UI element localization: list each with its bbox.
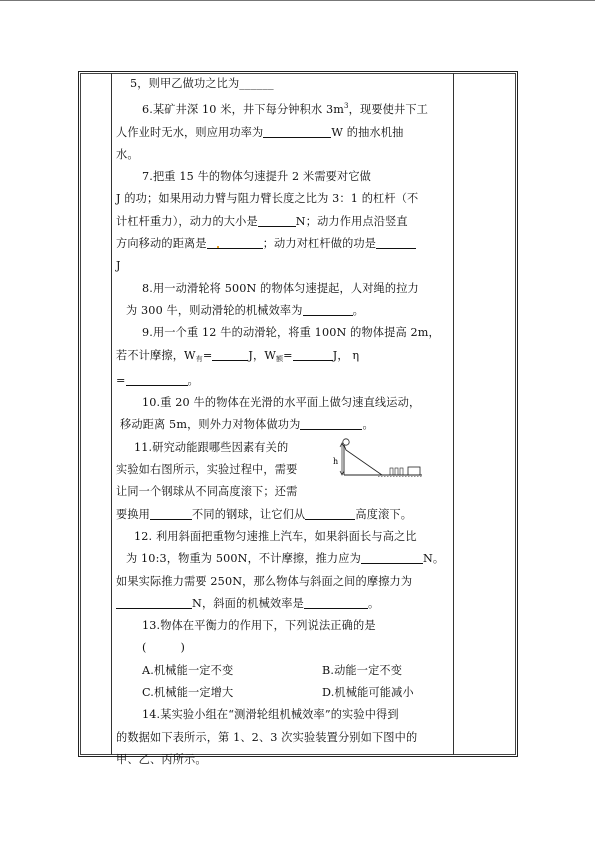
line-q6b: 人作业时无水，则应用功率为 W 的抽水机抽	[116, 125, 404, 139]
steel-ball	[343, 439, 349, 445]
q13-option-c[interactable]: C.机械能一定增大	[142, 686, 234, 700]
blank-q12-force[interactable]	[361, 550, 423, 564]
line-q10b: 移动距离 5m，则外力对物体做功为 。	[120, 418, 374, 432]
line-q8a: 8.用一动滑轮将 500N 的物体匀速提起，人对绳的拉力	[142, 281, 419, 295]
blank-q9-efficiency[interactable]	[126, 372, 188, 386]
line-q7d: 方向移动的距离是 ；动力对杠杆做的功是	[116, 233, 450, 255]
line-q5-end: 5，则甲乙做功之比为______	[130, 77, 274, 90]
line-q14a: 14.某实验小组在“测滑轮组机械效率”的实验中得到	[142, 708, 399, 722]
line-q11d: 要换用 不同的钢球，让它们从 高度滚下。	[116, 507, 413, 521]
blank-q10-work[interactable]	[300, 416, 362, 430]
q13-option-b[interactable]: B.动能一定不变	[322, 663, 403, 677]
line-q7c: 计杠杆重力），动力的大小是 N；动力作用点沿竖直	[116, 214, 408, 228]
height-label: h	[333, 457, 339, 466]
blank-q11-variable[interactable]	[150, 506, 192, 520]
worksheet-content	[116, 73, 450, 771]
blank-q6-power[interactable]	[263, 124, 331, 138]
line-q6a: 6.某矿井深 10 米，井下每分钟积水 $3m^3$，现要使井下工	[142, 102, 429, 117]
blank-q7-force[interactable]	[258, 213, 296, 227]
line-q7b: J 的功；如果用动力臂与阻力臂长度之比为 3：1 的杠杆（不	[116, 192, 419, 206]
q13-option-d[interactable]: D.机械能可能减小	[322, 686, 414, 700]
line-q7e: J	[116, 259, 121, 273]
ramp-surface	[344, 445, 382, 475]
marker-post-3	[400, 468, 403, 475]
page-top-rule	[0, 0, 595, 1]
line-q13b: ( )	[142, 641, 186, 655]
line-q11a: 11.研究动能跟哪些因素有关的	[134, 440, 289, 454]
line-q11c: 让同一个钢球从不同高度滚下；还需	[116, 485, 298, 499]
line-q14b: 的数据如下表所示，第 1、2、3 次实验装置分别如下图中的	[116, 730, 418, 744]
line-q12d: N，斜面的机械效率是 。	[116, 593, 450, 615]
line-q8b: 为 300 牛，则动滑轮的机械效率为 。	[126, 303, 364, 317]
table-right-column-divider	[453, 73, 454, 755]
line-q10a: 10.重 20 牛的物体在光滑的水平面上做匀速直线运动，	[142, 396, 421, 410]
blank-q12-friction[interactable]	[116, 595, 192, 609]
q13-options-row-1	[116, 660, 450, 682]
blank-q11-height[interactable]	[305, 506, 355, 520]
line-q9a: 9.用一个重 12 牛的动滑轮，将重 100N 的物体提高 2m，	[142, 326, 440, 340]
line-q13a: 13.物体在平衡力的作用下，下列说法正确的是	[142, 619, 376, 633]
blank-q8-efficiency[interactable]	[303, 302, 353, 316]
line-q9c: = 。	[116, 373, 199, 387]
blank-q9-useful-work[interactable]	[212, 347, 248, 361]
q13-options-row-2	[116, 682, 450, 704]
kinetic-energy-ramp-figure	[330, 437, 422, 483]
q13-option-a[interactable]: A.机械能一定不变	[142, 663, 234, 677]
blank-q12-efficiency[interactable]	[304, 595, 368, 609]
line-q14c: 甲、乙、丙所示。	[116, 752, 207, 766]
blank-q7-work[interactable]	[376, 235, 416, 249]
line-q12b: 为 10:3，物重为 500N，不计摩擦，推力应为 N。	[126, 552, 445, 566]
line-q7a: 7.把重 15 牛的物体匀速提升 2 米需要对它做	[142, 170, 372, 184]
marker-post-2	[395, 468, 398, 475]
line-q12c: 如果实际推力需要 250N，那么物体与斜面之间的摩擦力为	[116, 574, 413, 588]
marker-post-1	[390, 468, 393, 475]
line-q11b: 实验如右图所示，实验过程中，需要	[116, 463, 298, 477]
blank-q7-distance[interactable]	[207, 235, 263, 249]
wooden-block	[408, 467, 420, 475]
line-q12a: 12. 利用斜面把重物匀速推上汽车，如果斜面长与高之比	[134, 529, 417, 543]
blank-q9-extra-work[interactable]	[293, 347, 333, 361]
table-left-column-divider	[111, 73, 112, 755]
line-q9b: 若不计摩擦，$W_有= J$，$W_额= J$， η	[116, 348, 360, 363]
line-q6c: 水。	[116, 147, 139, 161]
